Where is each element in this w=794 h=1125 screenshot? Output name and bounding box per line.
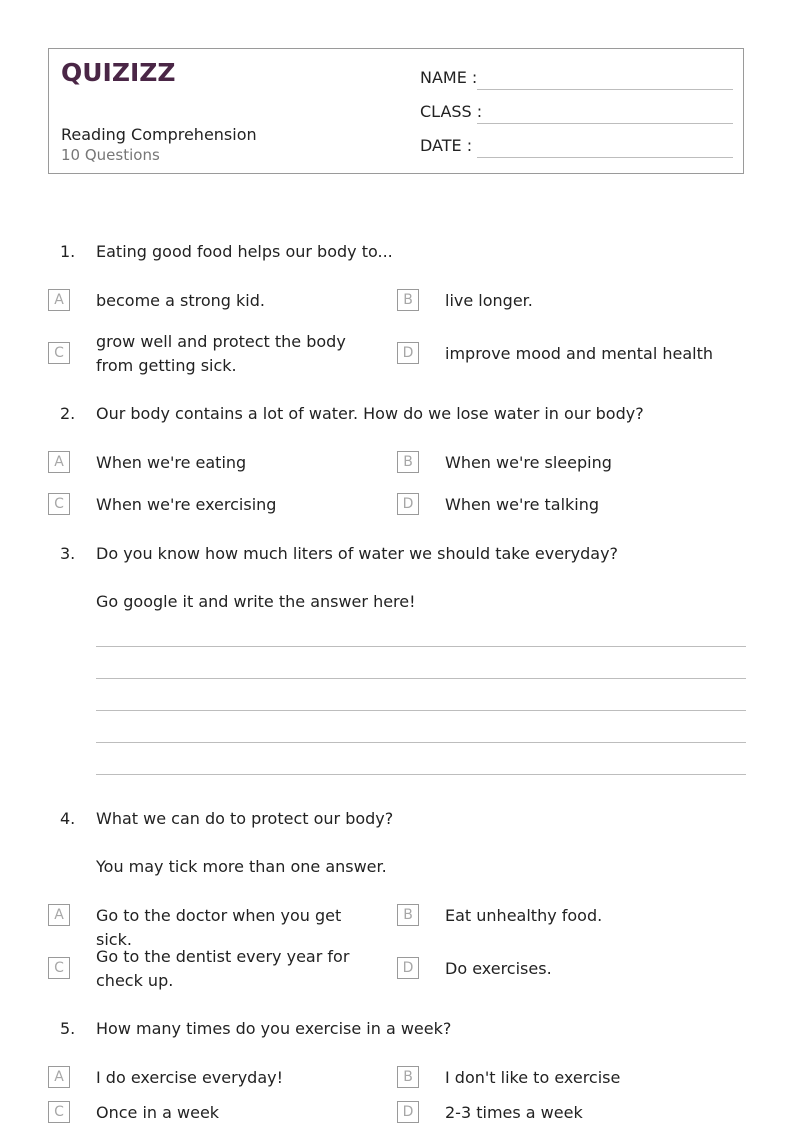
name-line[interactable] — [477, 89, 733, 90]
worksheet-header — [48, 48, 744, 174]
answer-line[interactable] — [96, 678, 746, 679]
option-text: grow well and protect the body from getting sick. — [96, 332, 346, 375]
option-box-b[interactable]: B — [397, 451, 419, 473]
question-subtext: You may tick more than one answer. — [96, 857, 387, 876]
option-text: When we're sleeping — [445, 453, 612, 472]
option-text: Go to the dentist every year for check up. — [96, 947, 350, 990]
option-text: Eat unhealthy food. — [445, 906, 603, 925]
question-text: Do you know how much liters of water we should take everyday? — [96, 544, 619, 563]
option-box-a[interactable]: A — [48, 904, 70, 926]
option-text: When we're exercising — [96, 495, 277, 514]
question-number: 3. — [60, 544, 76, 563]
option-box-b[interactable]: B — [397, 1066, 419, 1088]
option-text: Go to the doctor when you get sick. — [96, 906, 342, 949]
option-text: I do exercise everyday! — [96, 1068, 283, 1087]
option-box-d[interactable]: D — [397, 957, 419, 979]
option-text: Once in a week — [96, 1103, 220, 1122]
option-box-d[interactable]: D — [397, 493, 419, 515]
option-text: 2-3 times a week — [445, 1103, 583, 1122]
answer-line[interactable] — [96, 774, 746, 775]
option-box-d[interactable]: D — [397, 1101, 419, 1123]
option-box-c[interactable]: C — [48, 1101, 70, 1123]
option-text: live longer. — [445, 291, 533, 310]
option-box-b[interactable]: B — [397, 289, 419, 311]
class-line[interactable] — [477, 123, 733, 124]
question-number: 4. — [60, 809, 76, 828]
date-line[interactable] — [477, 157, 733, 158]
question-number: 2. — [60, 404, 76, 423]
option-text: improve mood and mental health — [445, 344, 714, 363]
option-text: become a strong kid. — [96, 291, 265, 310]
name-label: NAME : — [420, 68, 478, 87]
answer-line[interactable] — [96, 710, 746, 711]
date-label: DATE : — [420, 136, 473, 155]
question-number: 1. — [60, 242, 76, 261]
option-text: Do exercises. — [445, 959, 552, 978]
option-box-c[interactable]: C — [48, 957, 70, 979]
option-text: I don't like to exercise — [445, 1068, 621, 1087]
option-box-b[interactable]: B — [397, 904, 419, 926]
option-box-a[interactable]: A — [48, 451, 70, 473]
answer-line[interactable] — [96, 742, 746, 743]
option-box-c[interactable]: C — [48, 342, 70, 364]
option-box-d[interactable]: D — [397, 342, 419, 364]
question-subtext: Go google it and write the answer here! — [96, 592, 416, 611]
worksheet-title: Reading Comprehension — [61, 125, 257, 144]
question-count: 10 Questions — [61, 146, 160, 164]
question-text: Eating good food helps our body to... — [96, 242, 393, 261]
option-box-a[interactable]: A — [48, 1066, 70, 1088]
option-box-c[interactable]: C — [48, 493, 70, 515]
option-box-a[interactable]: A — [48, 289, 70, 311]
class-label: CLASS : — [420, 102, 483, 121]
question-number: 5. — [60, 1019, 76, 1038]
option-text: When we're eating — [96, 453, 247, 472]
quizizz-logo: QUIZIZZ — [61, 58, 176, 87]
question-text: How many times do you exercise in a week? — [96, 1019, 452, 1038]
question-text: Our body contains a lot of water. How do we lose water in our body? — [96, 404, 644, 423]
answer-line[interactable] — [96, 646, 746, 647]
option-text: When we're talking — [445, 495, 600, 514]
question-text: What we can do to protect our body? — [96, 809, 394, 828]
